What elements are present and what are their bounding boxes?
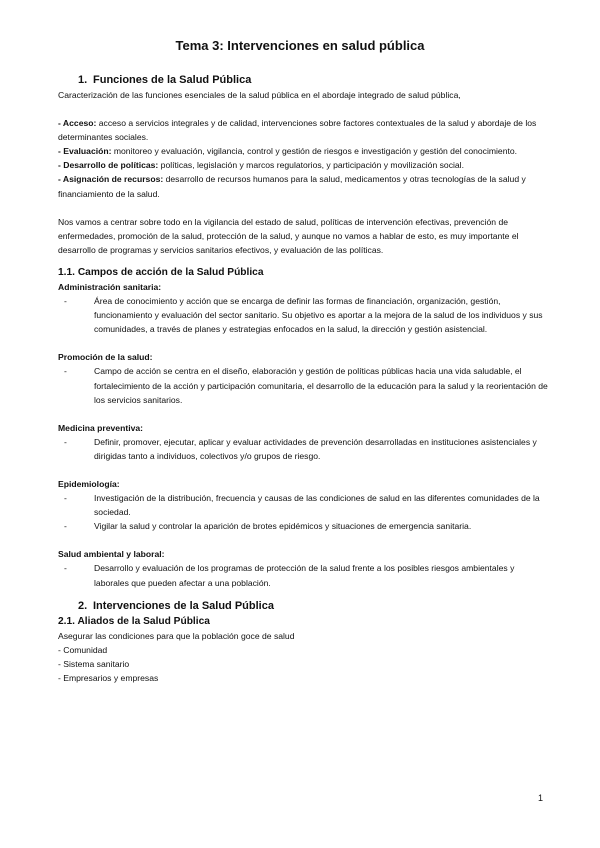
list-item: - Investigación de la distribución, frecuencia y causas de las condiciones de salud en las diferentes comunidades de la sociedad. [64, 493, 540, 518]
section-number: 1. [78, 74, 88, 86]
field-title: Salud ambiental y laboral: [58, 549, 165, 560]
field-title: Epidemiología: [58, 478, 120, 489]
list-item: - Definir, promover, ejecutar, aplicar y evaluar actividades de prevención desarrolladas en instituciones asistenciales y dirigidas tanto a individuos, colectivos y/o grupos de riesgo. [64, 436, 537, 461]
field-title: Medicina preventiva: [58, 422, 144, 433]
section-number: 2. [78, 599, 88, 612]
section-title: Intervenciones de la Salud Pública [93, 599, 274, 612]
function-item: - Acceso: acceso a servicios integrales y de calidad, intervenciones sobre factores contextuales de la salud y abordaje de los determinantes sociales. [58, 118, 537, 143]
list-item: - Campo de acción se centra en el diseño, elaboración y gestión de políticas públicas hacia una vida saludable, el fortalecimiento de la acción y participación comunitaria, el desarrollo de la educación para la salud y la reorientación de los servicios sanitarios. [64, 366, 548, 405]
ally-item: - Empresarios y empresas [58, 672, 159, 683]
field-title: Promoción de la salud: [58, 352, 153, 363]
ally-item: - Sistema sanitario [58, 658, 130, 669]
subsection-intro: Asegurar las condiciones para que la población goce de salud [58, 630, 295, 641]
function-item: - Desarrollo de políticas: políticas, legislación y marcos regulatorios, y participación y movilización social. [58, 160, 464, 171]
document-title: Tema 3: Intervenciones en salud pública [175, 38, 425, 53]
section-heading-1 [78, 72, 548, 88]
section-paragraph: Nos vamos a centrar sobre todo en la vigilancia del estado de salud, políticas de intervención efectivas, prevención de enfermedades, promoción de la salud, protección de la salud, y aunque no vamos a hablar de esto, es muy importante el desarrollo de programas y servicios sanitarios efectivos, y evaluación de las políticas. [58, 216, 519, 255]
section-title: Funciones de la Salud Pública [93, 74, 252, 86]
function-item: - Evaluación: monitoreo y evaluación, vigilancia, control y gestión de riesgos e investigación y gestión del conocimiento. [58, 146, 518, 157]
ally-item: - Comunidad [58, 644, 108, 655]
subsection-heading-1-1: 1.1. Campos de acción de la Salud Pública [58, 266, 264, 278]
field-title: Administración sanitaria: [58, 281, 162, 292]
list-item: - Área de conocimiento y acción que se encarga de definir las formas de financiación, organización, gestión, funcionamiento y evaluación del sector sanitario. Su objetivo es aportar a la mejora de la salud de los individuos y sus comunidades, a través de planes y estrategias enfocados en la salud, la dirección y gestión asistencial. [64, 296, 543, 335]
section-intro: Caracterización de las funciones esenciales de la salud pública en el abordaje integrado de salud pública, [58, 90, 461, 100]
subsection-heading-2-1: 2.1. Aliados de la Salud Pública [58, 615, 210, 627]
function-item: - Asignación de recursos: desarrollo de recursos humanos para la salud, medicamentos y otras tecnologías de la salud y financiamiento de la salud. [58, 174, 526, 199]
page-number: 1 [537, 793, 543, 803]
document-body [58, 72, 548, 685]
list-item: - Vigilar la salud y controlar la aparición de brotes epidémicos y situaciones de emergencia sanitaria. [64, 521, 472, 532]
list-item: - Desarrollo y evaluación de los programas de protección de la salud frente a los posibles riesgos ambientales y laborales que pueden afectar a una población. [64, 563, 515, 588]
section-heading-2 [78, 598, 548, 614]
